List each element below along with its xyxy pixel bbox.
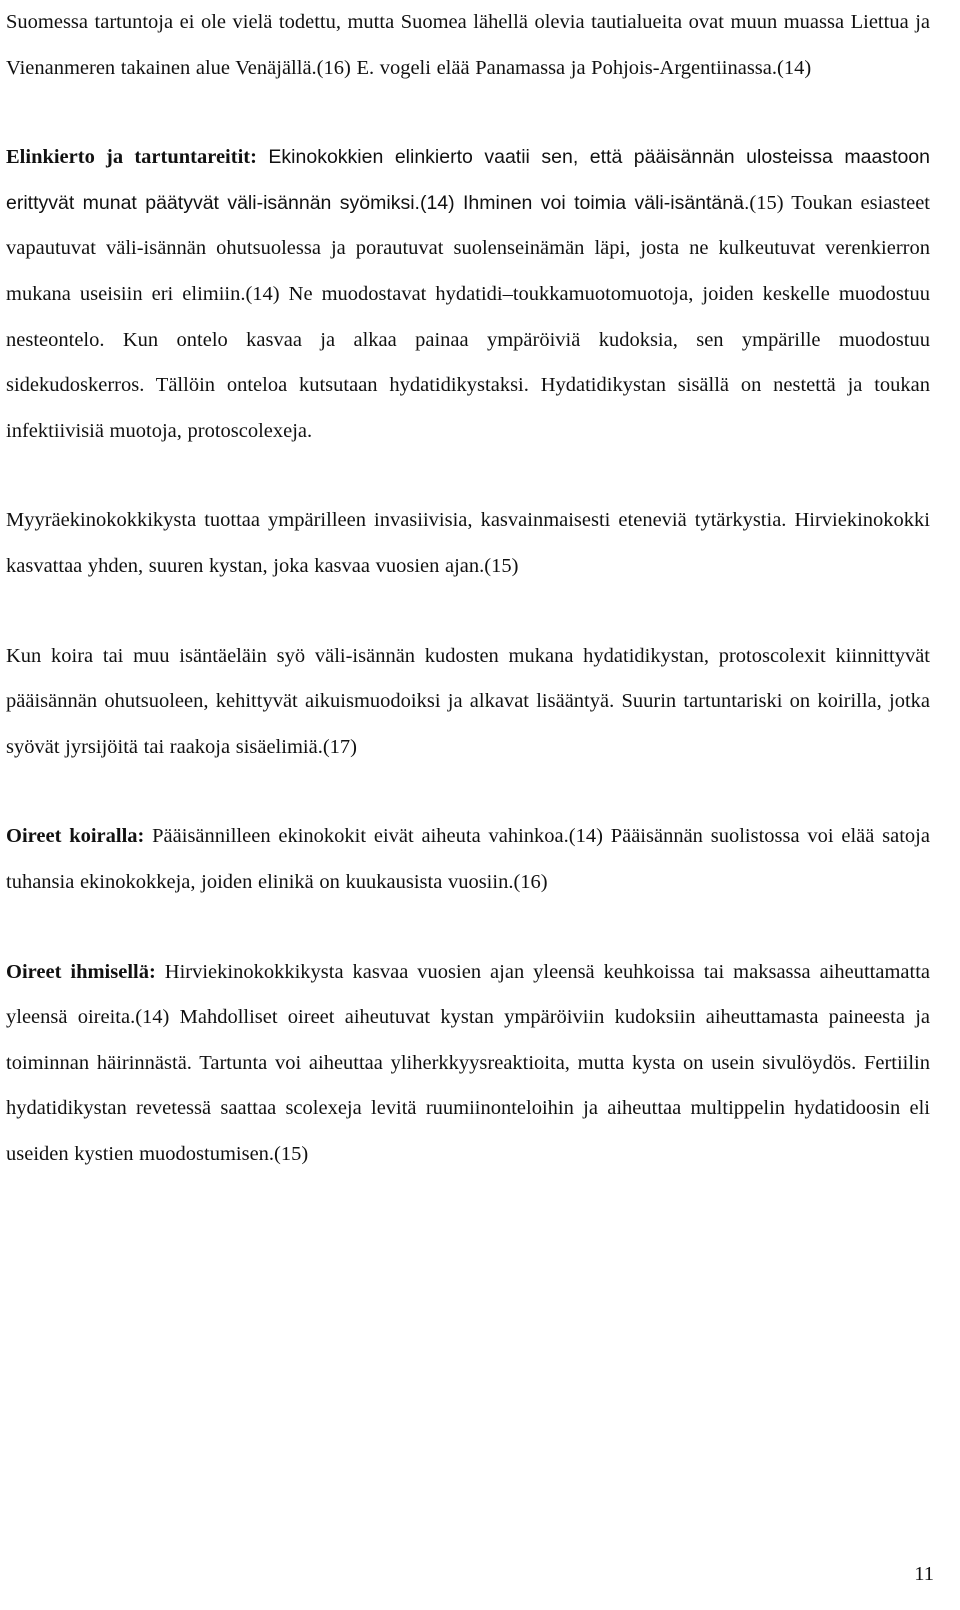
symptoms-human-text: Hirviekinokokkikysta kasvaa vuosien ajan yleensä keuhkoissa tai maksassa aiheuttamatta yleensä oireita.(14) Mahdolliset oireet aiheutuvat kystan ympäröiviin kudoksiin aiheuttamasta paineesta ja toiminnan häirinnästä. Tartunta voi aiheuttaa yliherkkyysreaktioita, mutta kysta on usein sivulöydös. Fertiilin hydatidikystan revetessä saattaa scolexeja levitä ruumiinonteloihin ja aiheuttaa multippelin hydatidoosin eli useiden kystien muodostumisen.(15) <box>6 960 930 1165</box>
paragraph-symptoms-dog <box>6 814 930 905</box>
symptoms-dog-text: Pääisännilleen ekinokokit eivät aiheuta vahinkoa.(14) Pääisännän suolistossa voi elää satoja tuhansia ekinokokkeja, joiden elinikä on kuukausista vuosiin.(16) <box>6 825 930 893</box>
life-cycle-text-part2: (15) Toukan esiasteet vapautuvat väli-isännän ohutsuolessa ja porautuvat suolenseinämän läpi, josta ne kulkeutuvat verenkierron mukana useisiin eri elimiin.(14) Ne muodostavat hydatidi–toukkamuotomuotoja, joiden keskelle muodostuu nesteontelo. Kun ontelo kasvaa ja alkaa painaa ympäröiviä kudoksia, sen ympärille muodostuu sidekudoskerros. Tällöin onteloa kutsutaan hydatidikystaksi. Hydatidikystan sisällä on nestettä ja toukan infektiivisiä muotoja, protoscolexeja. <box>6 191 930 442</box>
paragraph-cyst-types: Myyräekinokokkikysta tuottaa ympärilleen invasiivisia, kasvainmaisesti eteneviä tytärkystia. Hirviekinokokki kasvattaa yhden, suuren kystan, joka kasvaa vuosien ajan.(15) <box>6 509 930 577</box>
paragraph-definitive-host: Kun koira tai muu isäntäeläin syö väli-isännän kudosten mukana hydatidikystan, protoscolexit kiinnittyvät pääisännän ohutsuoleen, kehittyvät aikuismuodoiksi ja alkavat lisääntyä. Suurin tartuntariski on koirilla, jotka syövät jyrsijöitä tai raakoja sisäelimiä.(17) <box>6 644 930 758</box>
page-number: 11 <box>914 1563 934 1585</box>
section-label-symptoms-human: Oireet ihmisellä: <box>6 960 156 983</box>
section-label-symptoms-dog: Oireet koiralla: <box>6 825 145 848</box>
section-label-life-cycle: Elinkierto ja tartuntareitit: <box>6 146 257 169</box>
document-page <box>6 0 930 1177</box>
paragraph-symptoms-human <box>6 950 930 1178</box>
paragraph-life-cycle <box>6 135 930 454</box>
life-cycle-text-part1: Ekinokokkien elinkierto vaatii sen, että pääisännän ulosteissa maastoon erittyvät munat päätyvät väli-isännän syömiksi.(14) Ihminen voi toimia väli-isäntänä. <box>6 146 930 214</box>
paragraph-distribution: Suomessa tartuntoja ei ole vielä todettu, mutta Suomea lähellä olevia tautialueita ovat muun muassa Liettua ja Vienanmeren takainen alue Venäjällä.(16) E. vogeli elää Panamassa ja Pohjois-Argentiinassa.(14) <box>6 11 930 79</box>
